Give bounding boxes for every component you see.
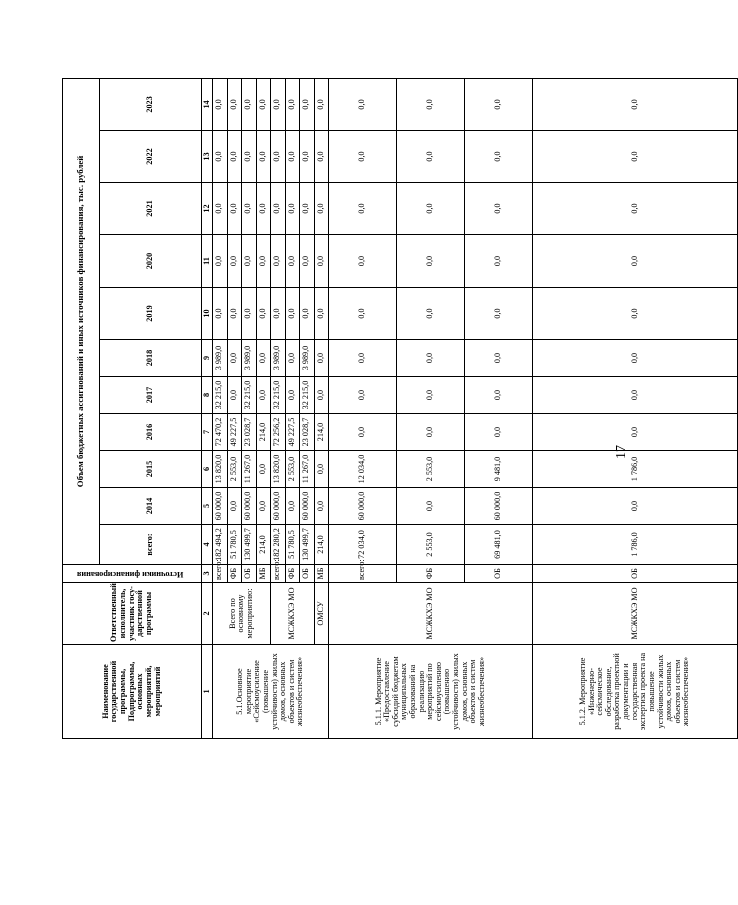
value-cell: 0,0 — [213, 288, 228, 340]
value-cell: 214,0 — [256, 414, 271, 451]
header-executor: Ответственный исполнитель, участник госу-дарственной программы — [63, 583, 202, 645]
value-cell: 0,0 — [329, 377, 397, 414]
value-cell: 0,0 — [533, 414, 738, 451]
value-cell: 51 780,5 — [285, 525, 300, 565]
value-cell: 0,0 — [465, 340, 533, 377]
value-cell: 0,0 — [285, 340, 300, 377]
measure-name: 5.1.Основное мероприятие «Сейсмоусиление (повышение устойчивости) жилых домов, основных объектов и систем жизнеобеспечения» — [213, 645, 329, 739]
value-cell: 2 553,0 — [397, 451, 465, 488]
header-source-cell — [63, 565, 202, 583]
header-row — [63, 26, 100, 738]
header-source: Источники финансирования — [77, 569, 184, 579]
measure-name: 5.1.1. Мероприятие «Предоставление субсидий бюджетам муниципальных образований на реализацию мероприятий по сейсмоусилению (повышению устойчивости) жилых домов, основных объектов и систем жизнеобеспечения» — [329, 645, 533, 739]
value-cell: 214,0 — [314, 414, 329, 451]
value-cell: 0,0 — [213, 183, 228, 235]
value-cell: 72 034,0 — [329, 525, 397, 565]
value-cell: 0,0 — [300, 131, 315, 183]
value-cell: 0,0 — [533, 131, 738, 183]
executor-cell: МСЖКХЭ МО — [533, 583, 738, 645]
value-cell: 0,0 — [256, 131, 271, 183]
column-number: 2 — [202, 583, 213, 645]
value-cell: 0,0 — [314, 183, 329, 235]
value-cell: 0,0 — [465, 235, 533, 288]
value-cell: 0,0 — [256, 183, 271, 235]
column-number: 7 — [202, 414, 213, 451]
value-cell: 0,0 — [213, 131, 228, 183]
value-cell: 49 227,5 — [227, 414, 242, 451]
column-number: 12 — [202, 183, 213, 235]
source-cell: МБ — [256, 565, 271, 583]
column-number: 9 — [202, 340, 213, 377]
value-cell: 0,0 — [314, 488, 329, 525]
year-header: 2019 — [100, 288, 202, 340]
value-cell: 32 215,0 — [300, 377, 315, 414]
value-cell: 0,0 — [329, 414, 397, 451]
column-number: 1 — [202, 645, 213, 739]
value-cell: 23 028,7 — [242, 414, 257, 451]
value-cell: 0,0 — [314, 340, 329, 377]
value-cell: 0,0 — [227, 183, 242, 235]
value-cell: 0,0 — [242, 235, 257, 288]
value-cell: 0,0 — [329, 78, 397, 130]
value-cell: 0,0 — [465, 131, 533, 183]
year-header: всего: — [100, 525, 202, 565]
executor-cell: Всего по основному мероприятию: — [213, 583, 271, 645]
value-cell: 3 989,0 — [242, 340, 257, 377]
value-cell: 32 215,0 — [242, 377, 257, 414]
column-number: 14 — [202, 78, 213, 130]
value-cell: 51 780,5 — [227, 525, 242, 565]
value-cell: 0,0 — [465, 78, 533, 130]
value-cell: 130 499,7 — [300, 525, 315, 565]
year-header: 2018 — [100, 340, 202, 377]
value-cell: 23 028,7 — [300, 414, 315, 451]
value-cell: 0,0 — [397, 414, 465, 451]
column-number: 3 — [202, 565, 213, 583]
value-cell: 3 989,0 — [300, 340, 315, 377]
value-cell: 60 000,0 — [465, 488, 533, 525]
value-cell: 0,0 — [213, 78, 228, 130]
source-cell: всего: — [329, 565, 397, 583]
header-funding-title: Объем бюджетных ассигнований и иных источников финансирования, тыс. рублей — [63, 78, 100, 564]
value-cell: 214,0 — [314, 525, 329, 565]
value-cell: 0,0 — [465, 183, 533, 235]
year-header: 2014 — [100, 488, 202, 525]
value-cell: 0,0 — [329, 235, 397, 288]
year-header: 2017 — [100, 377, 202, 414]
value-cell: 0,0 — [300, 183, 315, 235]
value-cell: 11 267,0 — [242, 451, 257, 488]
value-cell: 0,0 — [397, 78, 465, 130]
column-number: 8 — [202, 377, 213, 414]
value-cell: 0,0 — [242, 131, 257, 183]
table-row — [329, 26, 397, 738]
table-row — [271, 26, 286, 738]
value-cell: 0,0 — [285, 488, 300, 525]
value-cell: 0,0 — [256, 78, 271, 130]
year-header: 2020 — [100, 235, 202, 288]
source-cell: всего: — [213, 565, 228, 583]
table-row — [213, 26, 228, 738]
value-cell: 0,0 — [314, 451, 329, 488]
header-name: Наименование государственной программы, Подпрограммы, основных мероприятий, мероприятий — [63, 645, 202, 739]
table-row — [314, 26, 329, 738]
value-cell: 1 786,0 — [533, 451, 738, 488]
value-cell: 49 227,5 — [285, 414, 300, 451]
year-header: 2022 — [100, 131, 202, 183]
value-cell: 0,0 — [314, 78, 329, 130]
source-cell: ОБ — [533, 565, 738, 583]
value-cell: 0,0 — [314, 235, 329, 288]
value-cell: 60 000,0 — [300, 488, 315, 525]
value-cell: 0,0 — [256, 340, 271, 377]
executor-cell: ОМСУ — [314, 583, 329, 645]
value-cell: 0,0 — [533, 235, 738, 288]
value-cell: 0,0 — [465, 377, 533, 414]
year-header: 2021 — [100, 183, 202, 235]
value-cell: 0,0 — [465, 288, 533, 340]
value-cell: 0,0 — [285, 131, 300, 183]
value-cell: 0,0 — [271, 288, 286, 340]
value-cell: 0,0 — [397, 377, 465, 414]
measure-name: 5.1.2. Мероприятие «Инженерно-сейсмическое обследование, разработка проектной документации и государственная экспертиза проекта на повышение устойчивости жилых домов, основных объектов и систем жизнеобеспечения» — [533, 645, 738, 739]
value-cell: 0,0 — [533, 288, 738, 340]
value-cell: 0,0 — [300, 288, 315, 340]
value-cell: 0,0 — [242, 288, 257, 340]
value-cell: 0,0 — [271, 235, 286, 288]
column-number: 6 — [202, 451, 213, 488]
value-cell: 130 499,7 — [242, 525, 257, 565]
source-cell: ФБ — [227, 565, 242, 583]
value-cell: 0,0 — [285, 288, 300, 340]
source-cell: МБ — [314, 565, 329, 583]
value-cell: 0,0 — [256, 451, 271, 488]
value-cell: 0,0 — [329, 131, 397, 183]
value-cell: 12 034,0 — [329, 451, 397, 488]
value-cell: 182 280,2 — [271, 525, 286, 565]
column-number: 13 — [202, 131, 213, 183]
value-cell: 0,0 — [271, 183, 286, 235]
value-cell: 0,0 — [397, 488, 465, 525]
value-cell: 72 470,2 — [213, 414, 228, 451]
value-cell: 3 989,0 — [271, 340, 286, 377]
value-cell: 0,0 — [227, 288, 242, 340]
value-cell: 0,0 — [271, 131, 286, 183]
value-cell: 69 481,0 — [465, 525, 533, 565]
value-cell: 0,0 — [397, 340, 465, 377]
value-cell: 0,0 — [285, 78, 300, 130]
value-cell: 0,0 — [533, 488, 738, 525]
value-cell: 0,0 — [242, 78, 257, 130]
value-cell: 0,0 — [314, 288, 329, 340]
value-cell: 32 215,0 — [271, 377, 286, 414]
value-cell: 2 553,0 — [285, 451, 300, 488]
value-cell: 182 494,2 — [213, 525, 228, 565]
value-cell: 0,0 — [256, 377, 271, 414]
value-cell: 0,0 — [285, 377, 300, 414]
value-cell: 0,0 — [300, 235, 315, 288]
value-cell: 0,0 — [285, 183, 300, 235]
page-number: 17 — [614, 445, 629, 459]
value-cell: 2 553,0 — [397, 525, 465, 565]
value-cell: 0,0 — [227, 131, 242, 183]
value-cell: 13 820,0 — [271, 451, 286, 488]
value-cell: 0,0 — [227, 488, 242, 525]
value-cell: 60 000,0 — [213, 488, 228, 525]
value-cell: 0,0 — [397, 183, 465, 235]
year-header: 2015 — [100, 451, 202, 488]
value-cell: 0,0 — [242, 183, 257, 235]
value-cell: 0,0 — [227, 340, 242, 377]
source-cell: всего: — [271, 565, 286, 583]
value-cell: 0,0 — [533, 340, 738, 377]
value-cell: 0,0 — [533, 78, 738, 130]
value-cell: 0,0 — [533, 183, 738, 235]
column-number: 5 — [202, 488, 213, 525]
value-cell: 9 481,0 — [465, 451, 533, 488]
value-cell: 13 820,0 — [213, 451, 228, 488]
value-cell: 3 989,0 — [213, 340, 228, 377]
value-cell: 0,0 — [300, 78, 315, 130]
value-cell: 0,0 — [256, 488, 271, 525]
year-header: 2023 — [100, 78, 202, 130]
year-header: 2016 — [100, 414, 202, 451]
value-cell: 0,0 — [397, 131, 465, 183]
source-cell: ОБ — [465, 565, 533, 583]
value-cell: 0,0 — [256, 288, 271, 340]
value-cell: 0,0 — [329, 340, 397, 377]
value-cell: 0,0 — [397, 235, 465, 288]
executor-cell: МСЖКХЭ МО — [329, 583, 533, 645]
value-cell: 60 000,0 — [329, 488, 397, 525]
value-cell: 0,0 — [256, 235, 271, 288]
value-cell: 0,0 — [314, 131, 329, 183]
value-cell: 0,0 — [227, 235, 242, 288]
value-cell: 0,0 — [285, 235, 300, 288]
value-cell: 0,0 — [314, 377, 329, 414]
value-cell: 0,0 — [397, 288, 465, 340]
value-cell: 0,0 — [271, 78, 286, 130]
column-number: 4 — [202, 525, 213, 565]
column-number-row — [202, 26, 213, 738]
value-cell: 60 000,0 — [242, 488, 257, 525]
table-row — [533, 26, 738, 738]
value-cell: 0,0 — [465, 414, 533, 451]
value-cell: 0,0 — [533, 377, 738, 414]
source-cell: ОБ — [300, 565, 315, 583]
column-number: 11 — [202, 235, 213, 288]
source-cell: ФБ — [285, 565, 300, 583]
value-cell: 72 256,2 — [271, 414, 286, 451]
value-cell: 2 553,0 — [227, 451, 242, 488]
budget-table — [62, 26, 738, 739]
value-cell: 1 786,0 — [533, 525, 738, 565]
value-cell: 11 267,0 — [300, 451, 315, 488]
value-cell: 0,0 — [213, 235, 228, 288]
value-cell: 0,0 — [329, 183, 397, 235]
source-cell: ОБ — [242, 565, 257, 583]
value-cell: 0,0 — [329, 288, 397, 340]
value-cell: 0,0 — [227, 377, 242, 414]
column-number: 10 — [202, 288, 213, 340]
value-cell: 32 215,0 — [213, 377, 228, 414]
value-cell: 60 000,0 — [271, 488, 286, 525]
source-cell: ФБ — [397, 565, 465, 583]
executor-cell: МСЖКХЭ МО — [271, 583, 315, 645]
value-cell: 214,0 — [256, 525, 271, 565]
value-cell: 0,0 — [227, 78, 242, 130]
